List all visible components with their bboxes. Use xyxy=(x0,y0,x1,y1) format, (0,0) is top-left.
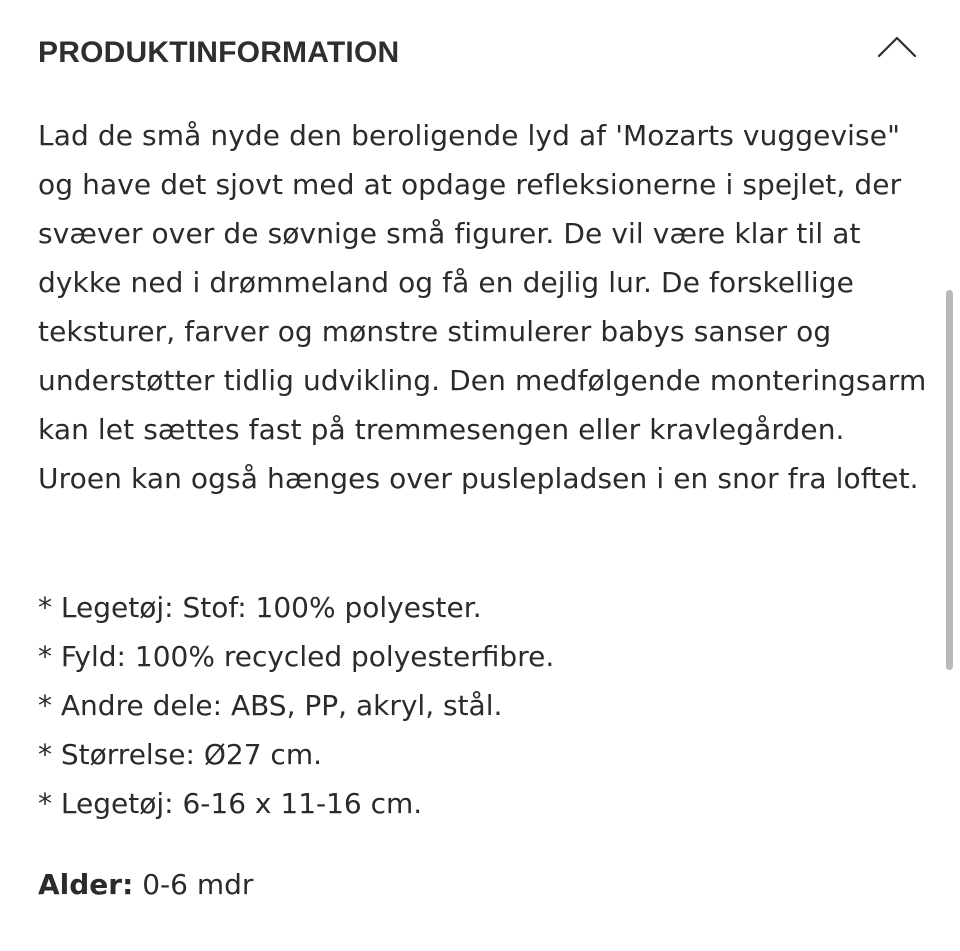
spec-item: * Legetøj: Stof: 100% polyester. xyxy=(38,591,482,624)
age-label: Alder: xyxy=(38,868,134,901)
spec-item: * Størrelse: Ø27 cm. xyxy=(38,738,322,771)
age-row xyxy=(38,860,253,909)
product-description: Lad de små nyde den beroligende lyd af 'Mozarts vuggevise" og have det sjovt med at opdage refleksionerne i spejlet, der svæver over de søvnige små figurer. De vil være klar til at dykke ned i drømmeland og få en dejlig lur. De forskellige teksturer, farver og mønstre stimulerer babys sanser og understøtter tidlig udvikling. Den medfølgende monteringsarm kan let sættes fast på tremmesengen eller kravlegården. Uroen kan også hænges over puslepladsen i en snor fra loftet. xyxy=(38,119,927,495)
accordion-title: PRODUKTINFORMATION xyxy=(38,36,400,69)
age-value: 0-6 mdr xyxy=(142,868,254,901)
chevron-up-icon[interactable] xyxy=(876,32,918,62)
spec-item: * Andre dele: ABS, PP, akryl, stål. xyxy=(38,689,503,722)
spec-item: * Fyld: 100% recycled polyesterfibre. xyxy=(38,640,555,673)
spec-item: * Legetøj: 6-16 x 11-16 cm. xyxy=(38,787,423,820)
spec-list xyxy=(38,583,928,828)
scrollbar-thumb[interactable] xyxy=(946,290,953,670)
accordion-header[interactable] xyxy=(38,30,922,76)
